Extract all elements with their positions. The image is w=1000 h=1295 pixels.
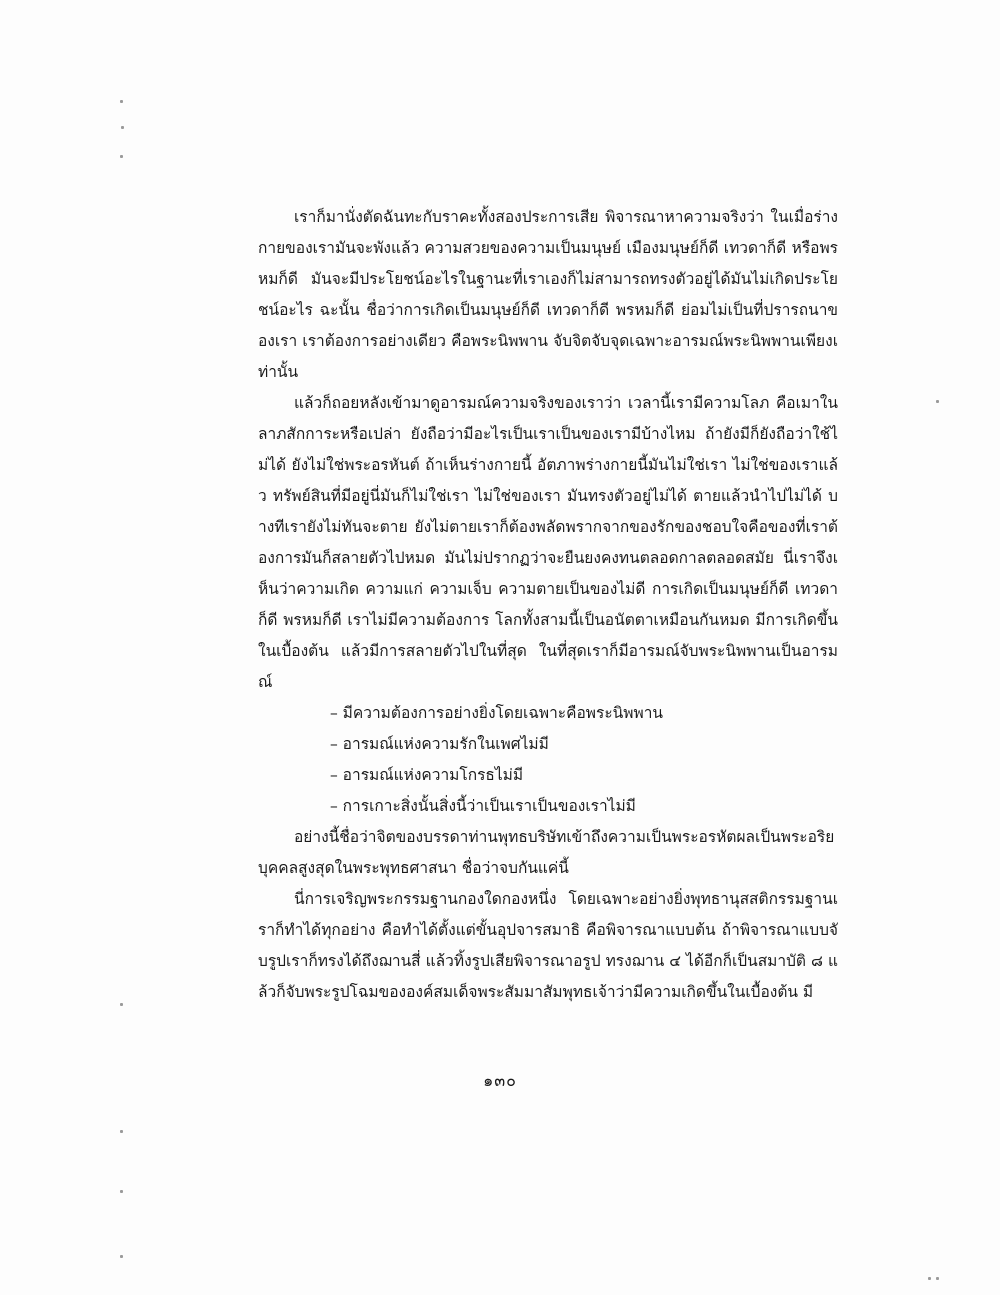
paragraph-3: อย่างนี้ชื่อว่าจิตของบรรดาท่านพุทธบริษัทเข้าถึงความเป็นพระอรหัตผลเป็นพระอริยบุคคลสูงสุดในพระพุทธศาสนา ชื่อว่าจบกันแค่นี้: [258, 828, 835, 877]
scan-speck: [120, 155, 123, 158]
scan-speck: [120, 100, 123, 103]
scan-speck: [936, 1277, 939, 1280]
document-body: [258, 202, 838, 1008]
scan-speck: [120, 1003, 123, 1006]
scan-speck: [120, 1190, 123, 1193]
scan-speck: [120, 1255, 123, 1258]
scan-speck: [121, 126, 124, 129]
paragraph-2: แล้วก็ถอยหลังเข้ามาดูอารมณ์ความจริงของเราว่า เวลานี้เรามีความโลภ คือเมาในลาภสักการะหรือเปล่า ยังถือว่ามีอะไรเป็นเราเป็นของเรามีบ้างไหม ถ้ายังมีก็ยังถือว่าใช้ไม่ได้ ยังไม่ใช่พระอรหันต์ ถ้าเห็นร่างกายนี้ อัตภาพร่างกายนี้มันไม่ใช่เรา ไม่ใช่ของเราแล้ว ทรัพย์สินที่มีอยู่นี่มันก็ไม่ใช่เรา ไม่ใช่ของเรา มันทรงตัวอยู่ไม่ได้ ตายแล้วนำไปไม่ได้ บางทีเรายังไม่ทันจะตาย ยังไม่ตายเราก็ต้องพลัดพรากจากของรักของชอบใจคือของที่เราต้องการมันก็สลายตัวไปหมด มันไม่ปรากฏว่าจะยืนยงคงทนตลอดกาลตลอดสมัย นี่เราจึงเห็นว่าความเกิด ความแก่ ความเจ็บ ความตายเป็นของไม่ดี การเกิดเป็นมนุษย์ก็ดี เทวดาก็ดี พรหมก็ดี เราไม่มีความต้องการ โลกทั้งสามนี้เป็นอนัตตาเหมือนกันหมด มีการเกิดขึ้นในเบื้องต้น แล้วมีการสลายตัวไปในที่สุด ในที่สุดเราก็มีอารมณ์จับพระนิพพานเป็นอารมณ์: [258, 394, 838, 691]
bullet-item: – มีความต้องการอย่างยิ่งโดยเฉพาะคือพระนิพพาน: [330, 704, 664, 722]
bullet-item: – การเกาะสิ่งนั้นสิ่งนี้ว่าเป็นเราเป็นของเราไม่มี: [330, 797, 636, 815]
page-number: ๑๓๐: [483, 1071, 517, 1090]
scan-speck: [928, 1277, 931, 1280]
scan-speck: [936, 400, 939, 403]
paragraph-1: เราก็มานั่งตัดฉันทะกับราคะทั้งสองประการเสีย พิจารณาหาความจริงว่า ในเมื่อร่างกายของเรามันจะพังแล้ว ความสวยของความเป็นมนุษย์ เมืองมนุษย์ก็ดี เทวดาก็ดี หรือพรหมก็ดี มันจะมีประโยชน์อะไรในฐานะที่เราเองก็ไม่สามารถทรงตัวอยู่ได้มันไม่เกิดประโยชน์อะไร ฉะนั้น ชื่อว่าการเกิดเป็นมนุษย์ก็ดี เทวดาก็ดี พรหมก็ดี ย่อมไม่เป็นที่ปรารถนาของเรา เราต้องการอย่างเดียว คือพระนิพพาน จับจิตจับจุดเฉพาะอารมณ์พระนิพพานเพียงเท่านั้น: [258, 208, 838, 381]
paragraph-4: นี่การเจริญพระกรรมฐานกองใดกองหนึ่ง โดยเฉพาะอย่างยิ่งพุทธานุสสติกรรมฐานเราก็ทำได้ทุกอย่าง คือทำได้ตั้งแต่ขั้นอุปจารสมาธิ คือพิจารณาแบบต้น ถ้าพิจารณาแบบจับรูปเราก็ทรงได้ถึงฌานสี่ แล้วทิ้งรูปเสียพิจารณาอรูป ทรงฌาน ๔ ได้อีกก็เป็นสมาบัติ ๘ แล้วก็จับพระรูปโฉมขององค์สมเด็จพระสัมมาสัมพุทธเจ้าว่ามีความเกิดขึ้นในเบื้องต้น มี: [258, 890, 838, 1001]
bullet-item: – อารมณ์แห่งความโกรธไม่มี: [330, 766, 524, 784]
scan-speck: [120, 1130, 123, 1133]
bullet-item: – อารมณ์แห่งความรักในเพศไม่มี: [330, 735, 549, 753]
bullet-list: [258, 698, 838, 822]
